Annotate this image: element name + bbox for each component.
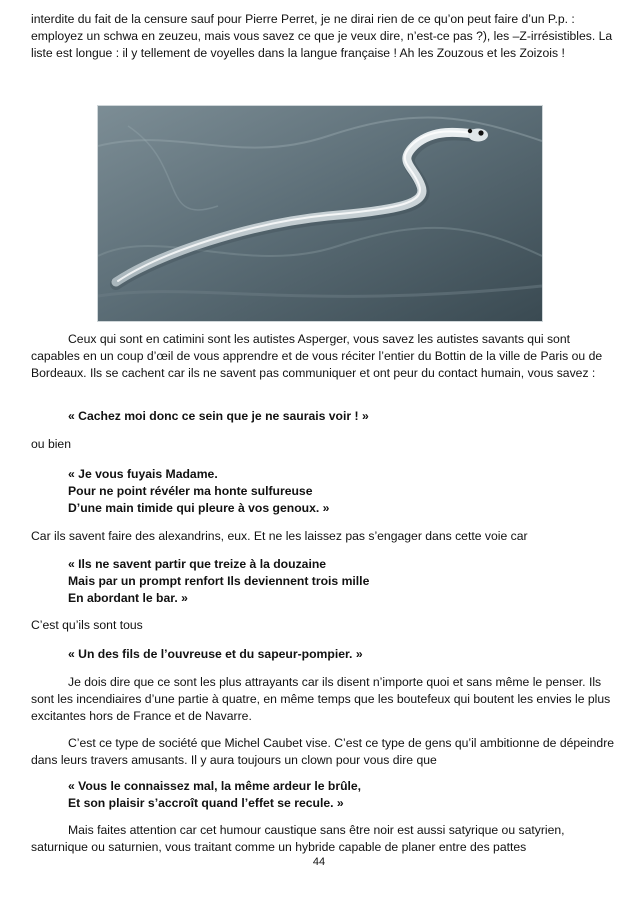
quote-connaissez (68, 778, 608, 812)
quote-line: D’une main timide qui pleure à vos genoux. » (68, 501, 330, 515)
paragraph-attrayants: Je dois dire que ce sont les plus attrayants car ils disent n’importe quoi et sans même le penser. Ils sont les incendiaires d’une partie à quatre, en même temps que les boutefeux qui boutent les envies le plus excitantes hors de France et de Navarre. (31, 675, 611, 723)
paragraph-alexandrins: Car ils savent faire des alexandrins, eux. Et ne les laissez pas s’engager dans cette voie car (31, 529, 528, 543)
paragraph-ou-bien: ou bien (31, 437, 71, 451)
quote-fuyais (68, 466, 608, 517)
paragraph-attention: Mais faites attention car cet humour caustique sans être noir est aussi satyrique ou satyrien, saturnique ou saturnien, vous traitant comme un hybride capable de planer entre des pattes (31, 823, 565, 854)
paragraph-societe: C’est ce type de société que Michel Caubet vise. C’est ce type de gens qu’il ambitionne de dépeindre dans leurs travers amusants. Il y aura toujours un clown pour vous dire que (31, 736, 615, 767)
quote-treize (68, 556, 608, 607)
quote-line: « Un des fils de l’ouvreuse et du sapeur-pompier. » (68, 647, 363, 661)
page-number: 44 (312, 856, 326, 868)
quote-line: Mais par un prompt renfort Ils deviennent trois mille (68, 574, 370, 588)
paragraph-catimini: Ceux qui sont en catimini sont les autistes Asperger, vous savez les autistes savants qui sont capables en un coup d’œil de vous apprendre et de vous réciter l’entier du Bottin de la ville de Paris ou de Bordeaux. Ils se cachent car ils ne savent pas communiquer et ont peur du contact humain, vous savez : (31, 332, 603, 380)
quote-line: « Je vous fuyais Madame. (68, 467, 218, 481)
eel-photo (97, 105, 543, 322)
paragraph-intro: interdite du fait de la censure sauf pour Pierre Perret, je ne dirai rien de ce qu’on peut faire d’un P.p. : employez un schwa en zeuzeu, mais vous savez ce que je veux dire, n’est-ce pas ?), les –Z-irrésistibles. La liste est longue : il y tellement de voyelles dans la langue française ! Ah les Zouzous et les Zoizois ! (31, 12, 613, 60)
quote-line: « Cachez moi donc ce sein que je ne saurais voir ! » (68, 409, 369, 423)
quote-cachez (68, 408, 608, 425)
quote-ouvreuse (68, 646, 608, 663)
quote-line: Pour ne point révéler ma honte sulfureuse (68, 484, 313, 498)
eel-illustration (98, 106, 542, 321)
paragraph-tous: C’est qu’ils sont tous (31, 618, 143, 632)
quote-line: En abordant le bar. » (68, 591, 188, 605)
quote-line: « Ils ne savent partir que treize à la douzaine (68, 557, 327, 571)
quote-line: « Vous le connaissez mal, la même ardeur le brûle, (68, 779, 362, 793)
quote-line: Et son plaisir s’accroît quand l’effet se recule. » (68, 796, 344, 810)
